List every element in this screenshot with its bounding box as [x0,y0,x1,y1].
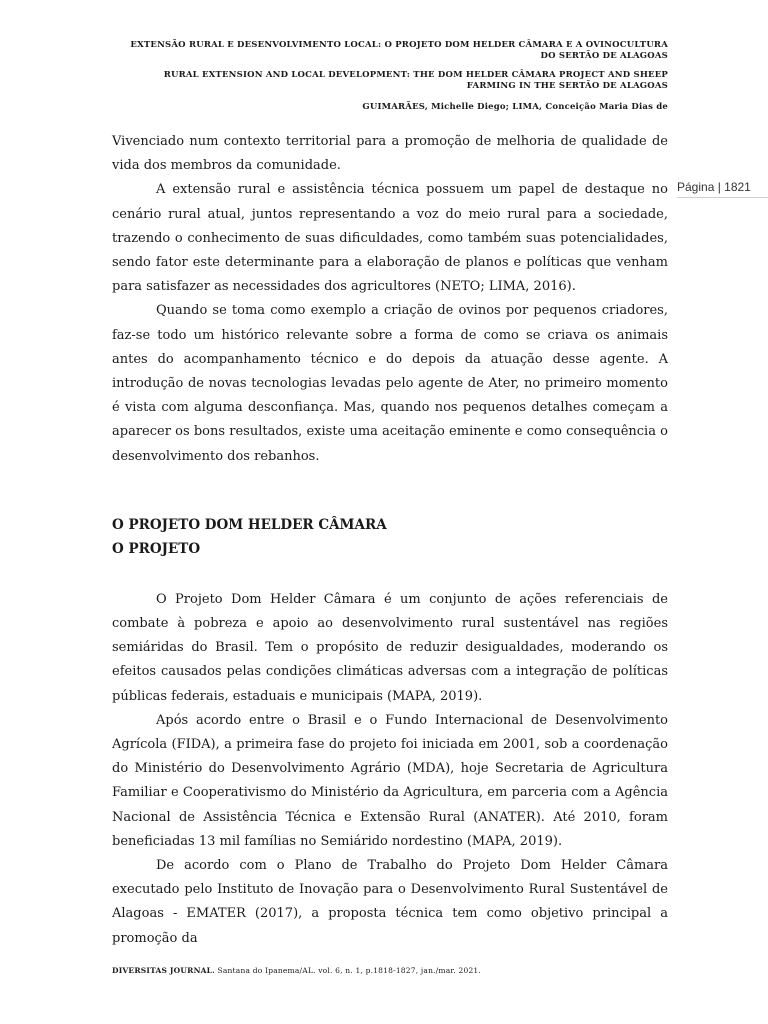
footer-journal: DIVERSITAS JOURNAL. [112,966,215,975]
header-title-en-line2: FARMING IN THE SERTÃO DE ALAGOAS [466,81,668,91]
header-title-pt-line1: EXTENSÃO RURAL E DESENVOLVIMENTO LOCAL: O PROJETO DOM HELDER CÂMARA E A OVINOCULTURA [130,40,668,50]
subsection-heading: O PROJETO [112,540,201,557]
running-header [112,40,668,113]
header-title-en [112,70,668,92]
page-number-label: Página | 1821 [677,180,768,198]
page-footer [112,966,668,975]
header-title-pt-line2: DO SERTÃO DE ALAGOAS [540,51,668,61]
paragraph-5: Após acordo entre o Brasil e o Fundo Internacional de Desenvolvimento Agrícola (FIDA), a primeira fase do projeto foi iniciada em 2001, sob a coordenação do Ministério do Desenvolvimento Agrário (MDA), hoje Secretaria de Agricultura Familiar e Cooperativismo do Ministério da Agricultura, em parceria com a Agência Nacional de Assistência Técnica e Extensão Rural (ANATER). Até 2010, foram beneficiadas 13 mil famílias no Semiárido nordestino (MAPA, 2019). [112,712,668,849]
spacer [112,561,668,588]
footer-citation: Santana do Ipanema/AL. vol. 6, n. 1, p.1818-1827, jan./mar. 2021. [214,966,481,975]
header-title-en-line1: RURAL EXTENSION AND LOCAL DEVELOPMENT: THE DOM HELDER CÂMARA PROJECT AND SHEEP [163,70,668,80]
paragraph-6: De acordo com o Plano de Trabalho do Projeto Dom Helder Câmara executado pelo Instituto de Inovação para o Desenvolvimento Rural Sustentável de Alagoas - EMATER (2017), a proposta técnica tem como objetivo principal a promoção da [112,858,668,946]
paragraph-2: A extensão rural e assistência técnica possuem um papel de destaque no cenário rural atual, juntos representando a voz do meio rural para a sociedade, trazendo o conhecimento de suas dificuldades, como também suas potencialidades, sendo fator este determinante para a elaboração de planos e políticas que venham para satisfazer as necessidades dos agricultores (NETO; LIMA, 2016). [112,182,668,295]
paragraph-3: Quando se toma como exemplo a criação de ovinos por pequenos criadores, faz-se todo um histórico relevante sobre a forma de como se criava os animais antes do acompanhamento técnico e do depois da atuação desse agente. A introdução de novas tecnologias levadas pelo agente de Ater, no primeiro momento é vista com alguma desconfiança. Mas, quando nos pequenos detalhes começam a aparecer os bons resultados, existe uma aceitação eminente e como consequência o desenvolvimento dos rebanhos. [112,303,668,464]
article-body [112,130,668,951]
paragraph-1: Vivenciado num contexto territorial para a promoção de melhoria de qualidade de vida dos membros da comunidade. [112,134,668,174]
header-authors: GUIMARÃES, Michelle Diego; LIMA, Conceição Maria Dias de [362,102,668,112]
spacer [112,469,668,513]
paragraph-4: O Projeto Dom Helder Câmara é um conjunto de ações referenciais de combate à pobreza e apoio ao desenvolvimento rural sustentável nas regiões semiáridas do Brasil. Tem o propósito de reduzir desigualdades, moderando os efeitos causados pelas condições climáticas adversas com a integração de políticas públicas federais, estaduais e municipais (MAPA, 2019). [112,591,668,704]
header-title-pt [112,40,668,62]
section-heading: O PROJETO DOM HELDER CÂMARA [112,516,387,533]
